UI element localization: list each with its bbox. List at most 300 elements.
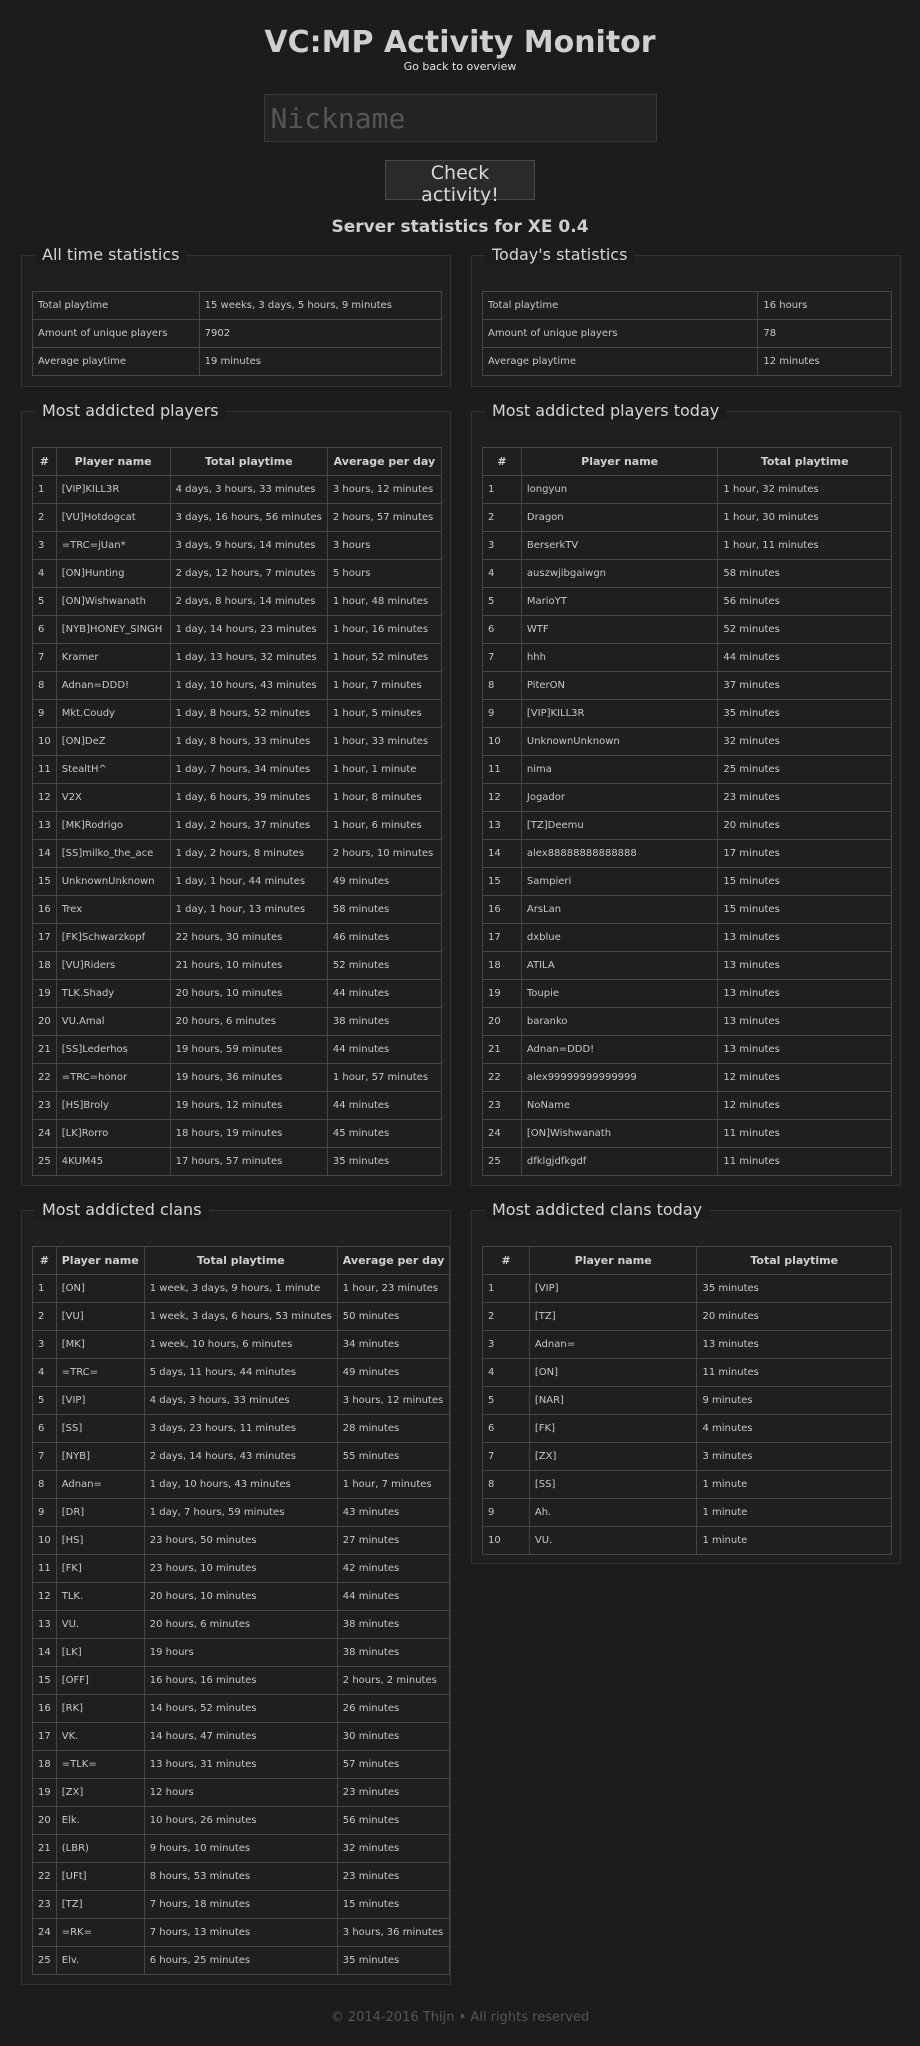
name-cell: [ZX] <box>56 1779 144 1807</box>
name-cell: Sampieri <box>521 868 718 896</box>
average-cell: 15 minutes <box>337 1891 449 1919</box>
table-row <box>33 1331 450 1359</box>
table-row <box>483 1471 892 1499</box>
table-row <box>33 1947 450 1975</box>
stat-label: Amount of unique players <box>33 320 200 348</box>
name-cell: [ON] <box>529 1359 697 1387</box>
today-panel <box>471 245 901 387</box>
rank-cell: 24 <box>483 1120 522 1148</box>
nickname-input[interactable] <box>264 94 657 142</box>
total-playtime-cell: 3 days, 23 hours, 11 minutes <box>144 1415 337 1443</box>
total-playtime-cell: 1 day, 7 hours, 59 minutes <box>144 1499 337 1527</box>
total-playtime-cell: 2 days, 12 hours, 7 minutes <box>170 560 327 588</box>
table-row <box>33 784 442 812</box>
average-cell: 55 minutes <box>337 1443 449 1471</box>
stat-row <box>33 320 442 348</box>
name-cell: V2X <box>56 784 170 812</box>
average-cell: 52 minutes <box>327 952 441 980</box>
name-cell: [RK] <box>56 1695 144 1723</box>
rank-cell: 20 <box>33 1008 57 1036</box>
table-row <box>33 896 442 924</box>
rank-cell: 14 <box>33 1639 57 1667</box>
rank-cell: 17 <box>483 924 522 952</box>
table-row <box>33 1751 450 1779</box>
average-cell: 46 minutes <box>327 924 441 952</box>
table-row <box>483 560 892 588</box>
total-playtime-cell: 1 minute <box>697 1527 892 1555</box>
players-header-row <box>33 448 442 476</box>
total-playtime-cell: 1 day, 10 hours, 43 minutes <box>144 1471 337 1499</box>
total-playtime-cell: 4 minutes <box>697 1415 892 1443</box>
table-row <box>483 476 892 504</box>
rank-cell: 18 <box>483 952 522 980</box>
total-playtime-cell: 1 day, 2 hours, 37 minutes <box>170 812 327 840</box>
players-title: Most addicted players <box>35 401 226 421</box>
total-playtime-cell: 35 minutes <box>718 700 892 728</box>
rank-cell: 11 <box>33 756 57 784</box>
rank-cell: 5 <box>33 588 57 616</box>
name-cell: TLK. <box>56 1583 144 1611</box>
total-playtime-cell: 44 minutes <box>718 644 892 672</box>
total-playtime-cell: 23 minutes <box>718 784 892 812</box>
name-cell: [TZ]Deemu <box>521 812 718 840</box>
rank-cell: 24 <box>33 1919 57 1947</box>
total-playtime-cell: 7 hours, 18 minutes <box>144 1891 337 1919</box>
total-playtime-cell: 3 days, 16 hours, 56 minutes <box>170 504 327 532</box>
rank-cell: 5 <box>483 588 522 616</box>
average-cell: 35 minutes <box>337 1947 449 1975</box>
stat-value: 12 minutes <box>758 348 892 376</box>
name-cell: [VIP] <box>529 1275 697 1303</box>
rank-cell: 15 <box>33 1667 57 1695</box>
table-row <box>33 1148 442 1176</box>
stat-value: 19 minutes <box>199 348 441 376</box>
average-cell: 38 minutes <box>337 1611 449 1639</box>
table-row <box>33 1415 450 1443</box>
rank-cell: 9 <box>483 1499 530 1527</box>
rank-cell: 14 <box>33 840 57 868</box>
total-playtime-cell: 1 week, 3 days, 9 hours, 1 minute <box>144 1275 337 1303</box>
rank-cell: 10 <box>33 1527 57 1555</box>
players-table-body <box>33 476 442 1176</box>
name-cell: ArsLan <box>521 896 718 924</box>
rank-cell: 9 <box>33 700 57 728</box>
name-cell: [ON]Wishwanath <box>521 1120 718 1148</box>
total-playtime-cell: 1 day, 1 hour, 13 minutes <box>170 896 327 924</box>
rank-cell: 4 <box>483 1359 530 1387</box>
clans-table-body <box>33 1275 450 1975</box>
total-playtime-cell: 17 minutes <box>718 840 892 868</box>
column-header: # <box>483 1247 530 1275</box>
name-cell: baranko <box>521 1008 718 1036</box>
name-cell: [NYB]HONEY_SINGH <box>56 616 170 644</box>
average-cell: 1 hour, 16 minutes <box>327 616 441 644</box>
table-row <box>33 1863 450 1891</box>
name-cell: nima <box>521 756 718 784</box>
rank-cell: 2 <box>33 504 57 532</box>
name-cell: longyun <box>521 476 718 504</box>
name-cell: Adnan=DDD! <box>56 672 170 700</box>
check-activity-button[interactable]: Check activity! <box>385 160 535 200</box>
rank-cell: 1 <box>483 1275 530 1303</box>
name-cell: [LK]Rorro <box>56 1120 170 1148</box>
table-row <box>483 868 892 896</box>
name-cell: [FK] <box>56 1555 144 1583</box>
rank-cell: 19 <box>33 980 57 1008</box>
table-row <box>483 532 892 560</box>
table-row <box>483 1148 892 1176</box>
rank-cell: 11 <box>33 1555 57 1583</box>
stat-row <box>33 292 442 320</box>
total-playtime-cell: 4 days, 3 hours, 33 minutes <box>144 1387 337 1415</box>
name-cell: [HS] <box>56 1527 144 1555</box>
average-cell: 38 minutes <box>337 1639 449 1667</box>
total-playtime-cell: 11 minutes <box>697 1359 892 1387</box>
name-cell: Trex <box>56 896 170 924</box>
total-playtime-cell: 11 minutes <box>718 1120 892 1148</box>
total-playtime-cell: 15 minutes <box>718 896 892 924</box>
average-cell: 3 hours, 12 minutes <box>327 476 441 504</box>
total-playtime-cell: 12 hours <box>144 1779 337 1807</box>
stat-row <box>33 348 442 376</box>
table-row <box>33 1611 450 1639</box>
name-cell: [TZ] <box>529 1303 697 1331</box>
total-playtime-cell: 21 hours, 10 minutes <box>170 952 327 980</box>
stat-row <box>483 320 892 348</box>
column-header: Player name <box>529 1247 697 1275</box>
table-row <box>33 588 442 616</box>
clans-header-row <box>33 1247 450 1275</box>
table-row <box>33 1779 450 1807</box>
total-playtime-cell: 37 minutes <box>718 672 892 700</box>
name-cell: [VU] <box>56 1303 144 1331</box>
clans-panel <box>21 1200 451 1985</box>
name-cell: Elk. <box>56 1807 144 1835</box>
column-header: Player name <box>56 448 170 476</box>
total-playtime-cell: 1 hour, 30 minutes <box>718 504 892 532</box>
table-row <box>33 728 442 756</box>
average-cell: 3 hours, 12 minutes <box>337 1387 449 1415</box>
total-playtime-cell: 13 minutes <box>697 1331 892 1359</box>
name-cell: [ON]DeZ <box>56 728 170 756</box>
table-row <box>483 1275 892 1303</box>
average-cell: 34 minutes <box>337 1331 449 1359</box>
table-row <box>33 1275 450 1303</box>
name-cell: UnknownUnknown <box>521 728 718 756</box>
total-playtime-cell: 13 minutes <box>718 952 892 980</box>
name-cell: Ah. <box>529 1499 697 1527</box>
total-playtime-cell: 13 minutes <box>718 1008 892 1036</box>
table-row <box>483 1443 892 1471</box>
table-row <box>483 1415 892 1443</box>
table-row <box>483 1092 892 1120</box>
average-cell: 1 hour, 7 minutes <box>327 672 441 700</box>
name-cell: alex88888888888888 <box>521 840 718 868</box>
table-row <box>483 784 892 812</box>
name-cell: [VIP]KILL3R <box>521 700 718 728</box>
rank-cell: 25 <box>33 1148 57 1176</box>
rank-cell: 10 <box>483 1527 530 1555</box>
name-cell: [DR] <box>56 1499 144 1527</box>
table-row <box>483 672 892 700</box>
table-row <box>33 504 442 532</box>
total-playtime-cell: 20 hours, 6 minutes <box>170 1008 327 1036</box>
rank-cell: 22 <box>33 1064 57 1092</box>
clans-today-title: Most addicted clans today <box>485 1200 709 1220</box>
name-cell: TLK.Shady <box>56 980 170 1008</box>
column-header: Total playtime <box>144 1247 337 1275</box>
average-cell: 44 minutes <box>327 980 441 1008</box>
rank-cell: 2 <box>33 1303 57 1331</box>
name-cell: VK. <box>56 1723 144 1751</box>
name-cell: [TZ] <box>56 1891 144 1919</box>
total-playtime-cell: 15 minutes <box>718 868 892 896</box>
rank-cell: 10 <box>33 728 57 756</box>
name-cell: Mkt.Coudy <box>56 700 170 728</box>
rank-cell: 2 <box>483 504 522 532</box>
rank-cell: 24 <box>33 1120 57 1148</box>
name-cell: [NYB] <box>56 1443 144 1471</box>
players-today-title: Most addicted players today <box>485 401 726 421</box>
total-playtime-cell: 8 hours, 53 minutes <box>144 1863 337 1891</box>
rank-cell: 22 <box>33 1863 57 1891</box>
name-cell: [ON]Wishwanath <box>56 588 170 616</box>
total-playtime-cell: 12 minutes <box>718 1092 892 1120</box>
rank-cell: 13 <box>33 1611 57 1639</box>
total-playtime-cell: 10 hours, 26 minutes <box>144 1807 337 1835</box>
average-cell: 28 minutes <box>337 1415 449 1443</box>
stat-label: Amount of unique players <box>483 320 758 348</box>
average-cell: 42 minutes <box>337 1555 449 1583</box>
total-playtime-cell: 13 minutes <box>718 980 892 1008</box>
column-header: Total playtime <box>697 1247 892 1275</box>
table-row <box>33 1359 450 1387</box>
name-cell: [SS] <box>56 1415 144 1443</box>
rank-cell: 6 <box>33 616 57 644</box>
rank-cell: 3 <box>483 532 522 560</box>
total-playtime-cell: 1 day, 6 hours, 39 minutes <box>170 784 327 812</box>
stat-value: 16 hours <box>758 292 892 320</box>
table-row <box>33 924 442 952</box>
rank-cell: 7 <box>33 1443 57 1471</box>
table-row <box>483 1036 892 1064</box>
total-playtime-cell: 19 hours, 59 minutes <box>170 1036 327 1064</box>
table-row <box>33 672 442 700</box>
name-cell: auszwjibgaiwgn <box>521 560 718 588</box>
stat-value: 78 <box>758 320 892 348</box>
clans-title: Most addicted clans <box>35 1200 209 1220</box>
total-playtime-cell: 1 day, 8 hours, 33 minutes <box>170 728 327 756</box>
total-playtime-cell: 1 day, 14 hours, 23 minutes <box>170 616 327 644</box>
name-cell: Adnan= <box>529 1331 697 1359</box>
rank-cell: 7 <box>483 644 522 672</box>
total-playtime-cell: 16 hours, 16 minutes <box>144 1667 337 1695</box>
rank-cell: 16 <box>33 1695 57 1723</box>
rank-cell: 7 <box>33 644 57 672</box>
table-row <box>483 1499 892 1527</box>
table-row <box>483 1359 892 1387</box>
table-row <box>33 840 442 868</box>
name-cell: [SS]milko_the_ace <box>56 840 170 868</box>
average-cell: 43 minutes <box>337 1499 449 1527</box>
total-playtime-cell: 1 day, 1 hour, 44 minutes <box>170 868 327 896</box>
column-header: Total playtime <box>718 448 892 476</box>
column-header: # <box>483 448 522 476</box>
total-playtime-cell: 52 minutes <box>718 616 892 644</box>
rank-cell: 2 <box>483 1303 530 1331</box>
name-cell: Kramer <box>56 644 170 672</box>
total-playtime-cell: 20 hours, 10 minutes <box>144 1583 337 1611</box>
total-playtime-cell: 20 hours, 10 minutes <box>170 980 327 1008</box>
total-playtime-cell: 1 minute <box>697 1499 892 1527</box>
column-header: # <box>33 448 57 476</box>
total-playtime-cell: 2 days, 14 hours, 43 minutes <box>144 1443 337 1471</box>
table-row <box>33 1443 450 1471</box>
total-playtime-cell: 1 day, 13 hours, 32 minutes <box>170 644 327 672</box>
table-row <box>483 588 892 616</box>
average-cell: 3 hours <box>327 532 441 560</box>
name-cell: [LK] <box>56 1639 144 1667</box>
table-row <box>33 1092 442 1120</box>
average-cell: 32 minutes <box>337 1835 449 1863</box>
table-row <box>33 1639 450 1667</box>
rank-cell: 23 <box>33 1092 57 1120</box>
total-playtime-cell: 1 week, 3 days, 6 hours, 53 minutes <box>144 1303 337 1331</box>
table-row <box>33 756 442 784</box>
total-playtime-cell: 20 minutes <box>697 1303 892 1331</box>
rank-cell: 3 <box>33 532 57 560</box>
table-row <box>33 1835 450 1863</box>
column-header: Average per day <box>327 448 441 476</box>
table-row <box>483 616 892 644</box>
total-playtime-cell: 2 days, 8 hours, 14 minutes <box>170 588 327 616</box>
average-cell: 1 hour, 7 minutes <box>337 1471 449 1499</box>
name-cell: BerserkTV <box>521 532 718 560</box>
table-row <box>483 1008 892 1036</box>
average-cell: 30 minutes <box>337 1723 449 1751</box>
table-row <box>33 1807 450 1835</box>
table-row <box>33 1064 442 1092</box>
table-row <box>33 1008 442 1036</box>
name-cell: ATILA <box>521 952 718 980</box>
average-cell: 2 hours, 57 minutes <box>327 504 441 532</box>
total-playtime-cell: 9 hours, 10 minutes <box>144 1835 337 1863</box>
clans-today-header-row <box>483 1247 892 1275</box>
players-today-table <box>482 447 892 1176</box>
name-cell: =TRC=jUan* <box>56 532 170 560</box>
rank-cell: 6 <box>483 616 522 644</box>
total-playtime-cell: 1 week, 10 hours, 6 minutes <box>144 1331 337 1359</box>
name-cell: =TRC= <box>56 1359 144 1387</box>
total-playtime-cell: 1 day, 7 hours, 34 minutes <box>170 756 327 784</box>
table-row <box>483 1303 892 1331</box>
name-cell: =TRC=honor <box>56 1064 170 1092</box>
name-cell: [VIP]KILL3R <box>56 476 170 504</box>
table-row <box>33 700 442 728</box>
rank-cell: 4 <box>33 560 57 588</box>
page-header <box>0 0 920 238</box>
table-row <box>33 1891 450 1919</box>
rank-cell: 3 <box>483 1331 530 1359</box>
rank-cell: 10 <box>483 728 522 756</box>
average-cell: 1 hour, 6 minutes <box>327 812 441 840</box>
total-playtime-cell: 32 minutes <box>718 728 892 756</box>
stat-row <box>483 292 892 320</box>
back-to-overview-link[interactable]: Go back to overview <box>403 60 517 73</box>
name-cell: =TLK= <box>56 1751 144 1779</box>
total-playtime-cell: 1 day, 2 hours, 8 minutes <box>170 840 327 868</box>
rank-cell: 4 <box>483 560 522 588</box>
name-cell: [MK]Rodrigo <box>56 812 170 840</box>
rank-cell: 17 <box>33 1723 57 1751</box>
footer: © 2014-2016 Thijn • All rights reserved <box>330 2010 590 2025</box>
name-cell: 4KUM45 <box>56 1148 170 1176</box>
total-playtime-cell: 13 minutes <box>718 1036 892 1064</box>
table-row <box>483 756 892 784</box>
table-row <box>483 952 892 980</box>
table-row <box>483 644 892 672</box>
rank-cell: 6 <box>483 1415 530 1443</box>
rank-cell: 12 <box>33 784 57 812</box>
total-playtime-cell: 20 minutes <box>718 812 892 840</box>
rank-cell: 13 <box>33 812 57 840</box>
name-cell: [VU]Hotdogcat <box>56 504 170 532</box>
name-cell: alex99999999999999 <box>521 1064 718 1092</box>
total-playtime-cell: 23 hours, 10 minutes <box>144 1555 337 1583</box>
average-cell: 44 minutes <box>337 1583 449 1611</box>
column-header: Average per day <box>337 1247 449 1275</box>
average-cell: 27 minutes <box>337 1527 449 1555</box>
average-cell: 23 minutes <box>337 1779 449 1807</box>
table-row <box>33 1667 450 1695</box>
table-row <box>33 1303 450 1331</box>
clans-table <box>32 1246 450 1975</box>
rank-cell: 5 <box>483 1387 530 1415</box>
name-cell: [UFt] <box>56 1863 144 1891</box>
name-cell: [OFF] <box>56 1667 144 1695</box>
average-cell: 1 hour, 33 minutes <box>327 728 441 756</box>
players-today-header-row <box>483 448 892 476</box>
server-title: Server statistics for XE 0.4 <box>331 217 589 237</box>
average-cell: 2 hours, 2 minutes <box>337 1667 449 1695</box>
table-row <box>483 1064 892 1092</box>
table-row <box>33 952 442 980</box>
name-cell: Adnan= <box>56 1471 144 1499</box>
rank-cell: 1 <box>483 476 522 504</box>
players-table <box>32 447 442 1176</box>
rank-cell: 1 <box>33 476 57 504</box>
average-cell: 38 minutes <box>327 1008 441 1036</box>
name-cell: (LBR) <box>56 1835 144 1863</box>
name-cell: StealtH^ <box>56 756 170 784</box>
players-today-table-body <box>483 476 892 1176</box>
name-cell: hhh <box>521 644 718 672</box>
total-playtime-cell: 12 minutes <box>718 1064 892 1092</box>
rank-cell: 14 <box>483 840 522 868</box>
rank-cell: 15 <box>483 868 522 896</box>
rank-cell: 1 <box>33 1275 57 1303</box>
rank-cell: 23 <box>33 1891 57 1919</box>
today-table-body <box>483 292 892 376</box>
rank-cell: 13 <box>483 812 522 840</box>
rank-cell: 9 <box>483 700 522 728</box>
name-cell: NoName <box>521 1092 718 1120</box>
name-cell: [NAR] <box>529 1387 697 1415</box>
average-cell: 58 minutes <box>327 896 441 924</box>
stat-label: Total playtime <box>33 292 200 320</box>
table-row <box>33 1695 450 1723</box>
rank-cell: 16 <box>33 896 57 924</box>
